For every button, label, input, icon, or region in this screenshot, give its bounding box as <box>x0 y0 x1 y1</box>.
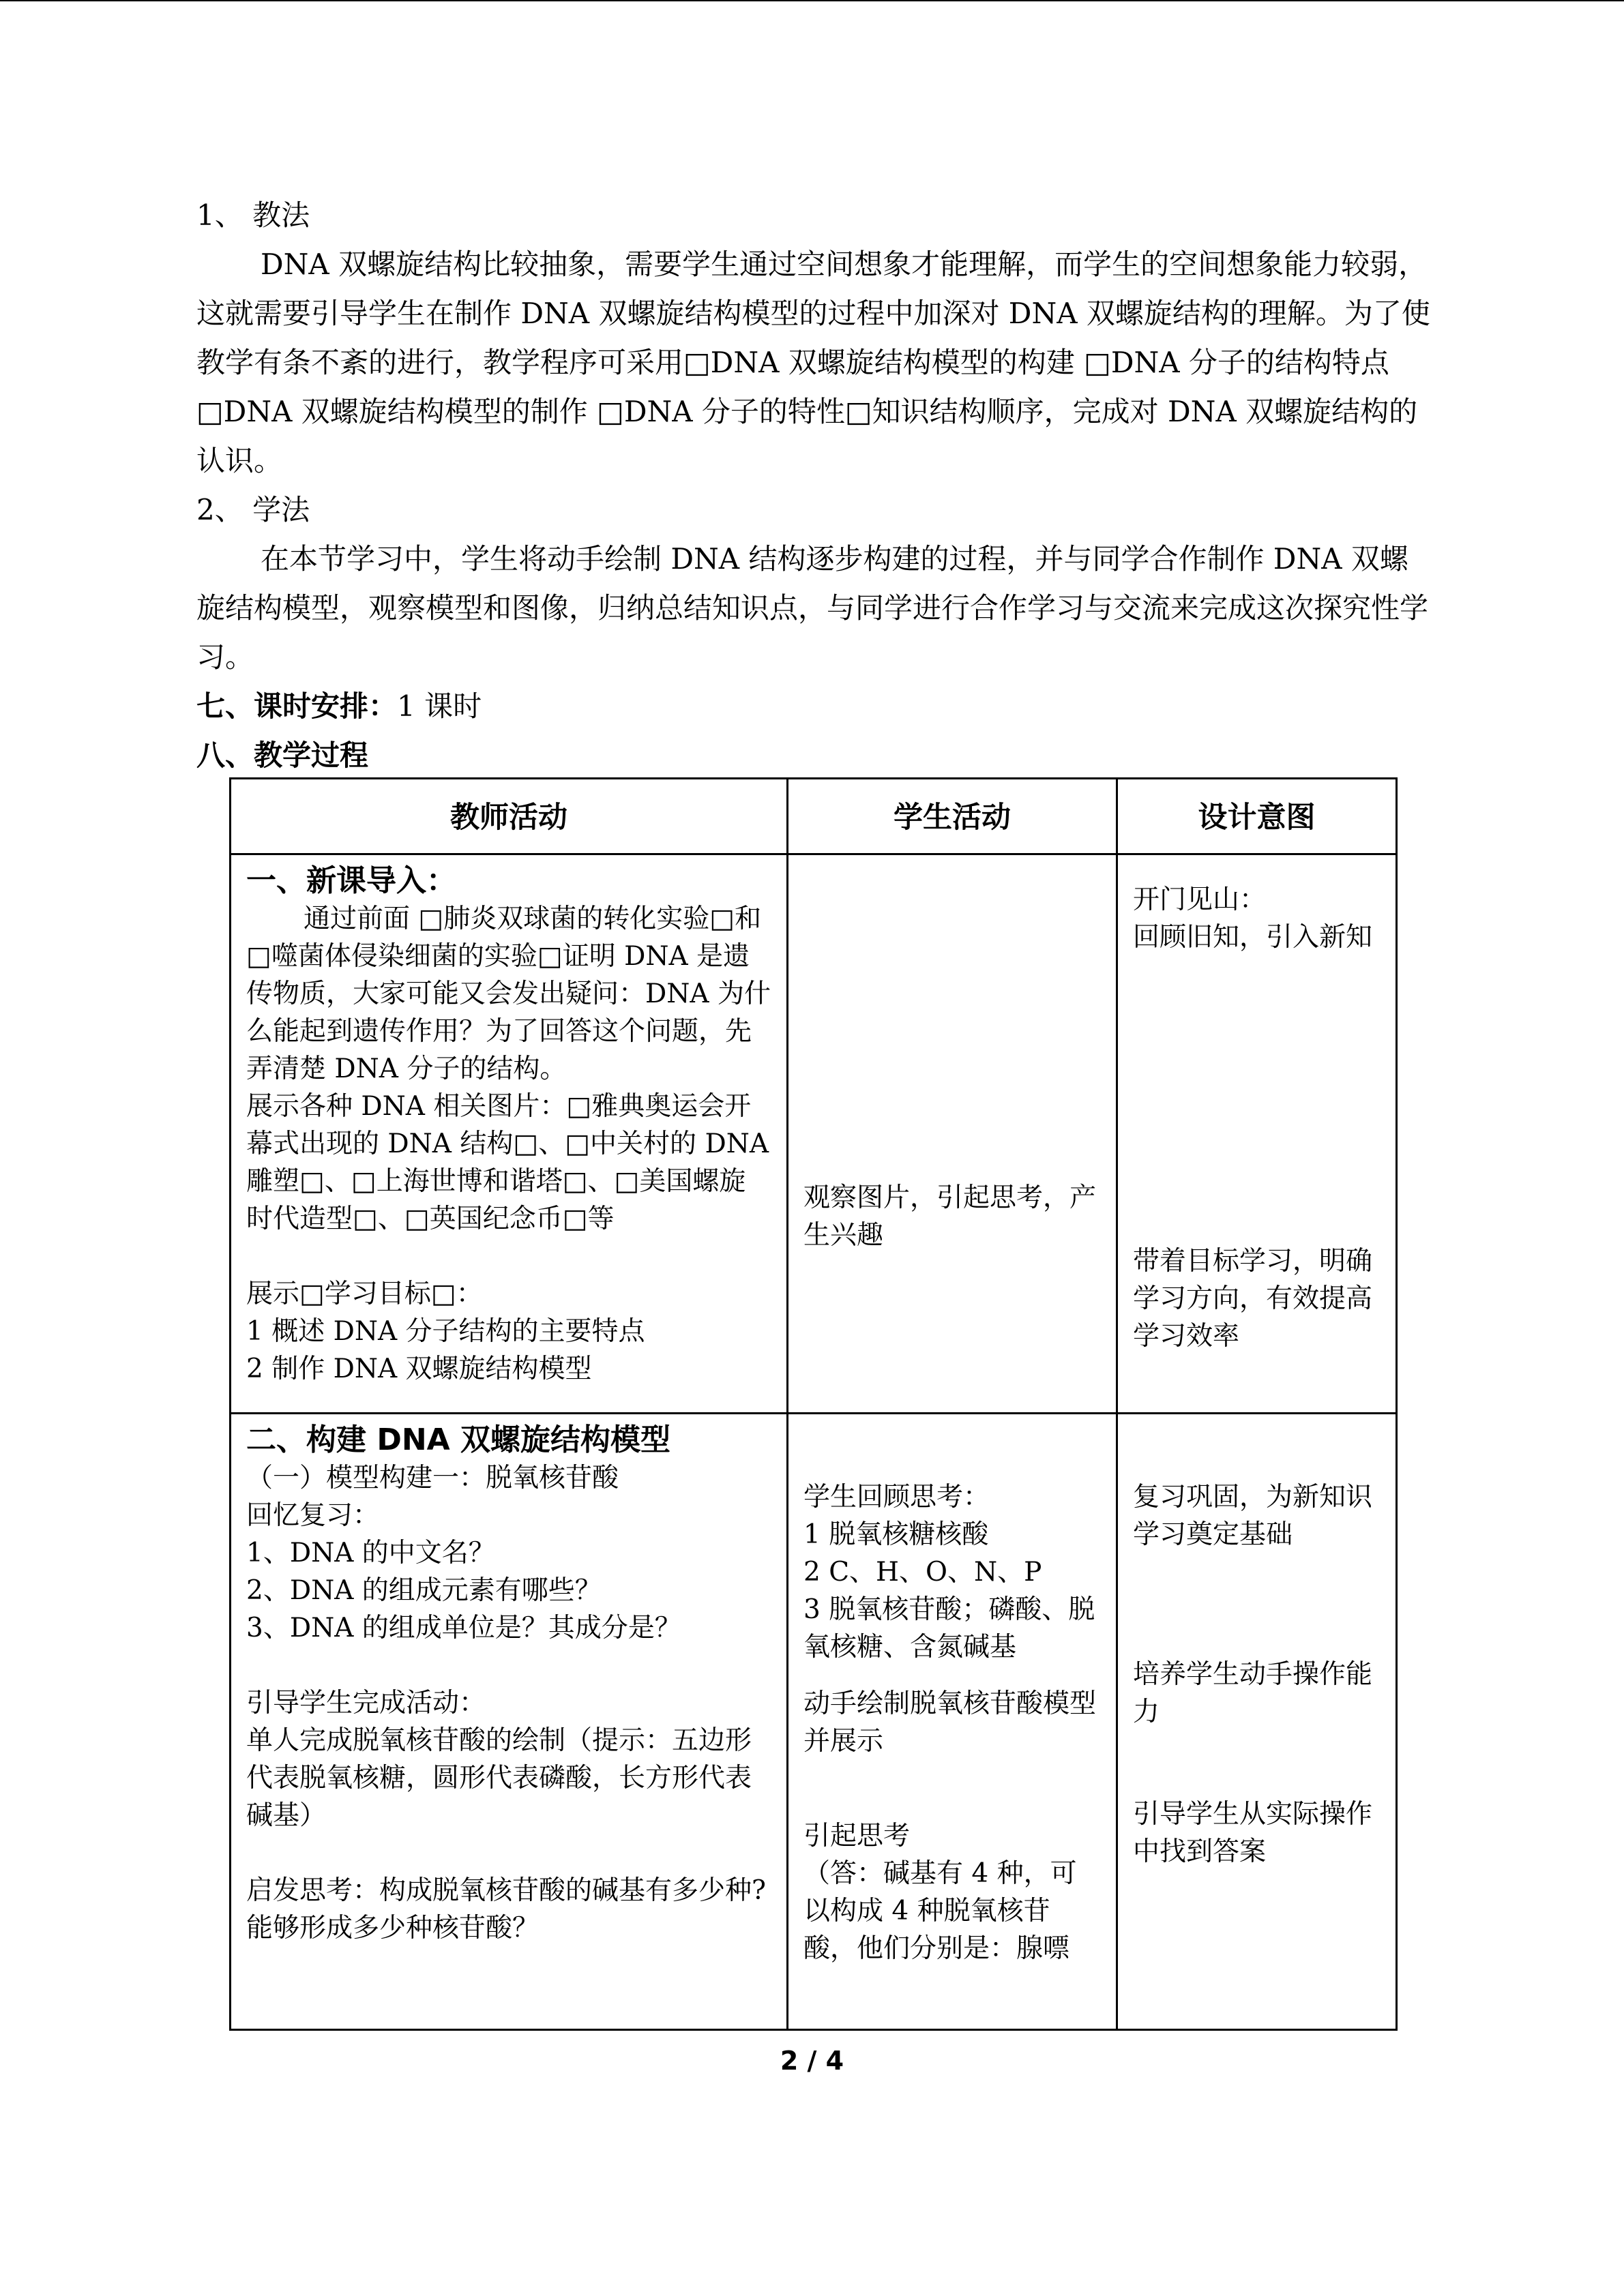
spacer <box>1133 1731 1381 1795</box>
student-answer-1: 1 脱氧核糖核酸 <box>803 1519 989 1550</box>
student-answer-2: 2 C、H、O、N、P <box>803 1557 1042 1587</box>
goal-item-2: 2 制作 DNA 双螺旋结构模型 <box>246 1354 592 1384</box>
subsection-title: （一）模型构建一：脱氧核苷酸 <box>246 1463 619 1493</box>
review-question-3: 3、DNA 的组成单位是？其成分是？ <box>246 1613 681 1643</box>
intent-intro-2: 回顾旧知，引入新知 <box>1133 922 1373 953</box>
heading-learning-method: 2、 学法 <box>196 493 310 526</box>
student-draw-text: 动手绘制脱氧核苷酸模型并展示 <box>803 1688 1097 1757</box>
spacer <box>1133 956 1381 1242</box>
think-text: 启发思考：构成脱氧核苷酸的碱基有多少种?能够形成多少种核苷酸？ <box>246 1875 766 1943</box>
heading-class-hours <box>196 682 1431 731</box>
header-teacher-activity: 教师活动 <box>231 779 788 854</box>
section-title-intro: 一、新课导入： <box>246 863 456 898</box>
review-question-1: 1、DNA 的中文名？ <box>246 1538 495 1568</box>
student-review-heading: 学生回顾思考： <box>803 1482 990 1512</box>
table-row-model <box>231 1414 1397 2030</box>
cell-student-intro <box>788 854 1117 1414</box>
cell-intent-model <box>1117 1414 1397 2030</box>
heading-teaching-process: 八、教学过程 <box>196 739 369 772</box>
show-images-text: 展示各种 DNA 相关图片：□雅典奥运会开幕式出现的 DNA 结构□、□中关村的 DNA 雕塑□、□上海世博和谐塔□、□美国螺旋时代造型□、□英国纪念币□等 <box>246 1091 769 1234</box>
student-answer-text: （答：碱基有 4 种，可以构成 4 种脱氧核苷酸，他们分别是：腺嘌 <box>803 1858 1077 1964</box>
student-answer-3: 3 脱氧核苷酸；磷酸、脱氧核糖、含氮碱基 <box>803 1594 1095 1663</box>
spacer <box>246 1238 771 1275</box>
spacer <box>246 1647 771 1684</box>
spacer <box>803 1421 1101 1478</box>
table-row-intro <box>231 854 1397 1414</box>
spacer <box>1133 1421 1381 1478</box>
spacer <box>803 1666 1101 1685</box>
teaching-process-table <box>229 777 1398 2031</box>
goal-item-1: 1 概述 DNA 分子结构的主要特点 <box>246 1316 645 1347</box>
cell-teacher-model <box>231 1414 788 2030</box>
goals-heading: 展示□学习目标□： <box>246 1279 483 1309</box>
spacer <box>246 1834 771 1872</box>
intro-text: 通过前面 □肺炎双球菌的转化实验□和□噬菌体侵染细菌的实验□证明 DNA 是遗传物质，大家可能又会发出疑问：DNA 为什么能起到遗传作用？为了回答这个问题，先弄清楚 DNA 分子的结构。 <box>246 904 771 1084</box>
spacer <box>803 1760 1101 1817</box>
spacer <box>1133 1553 1381 1656</box>
paragraph-learning-method: 在本节学习中，学生将动手绘制 DNA 结构逐步构建的过程，并与同学合作制作 DNA 双螺旋结构模型，观察模型和图像，归纳总结知识点，与同学进行合作学习与交流来完成这次探究性学习。 <box>196 542 1429 674</box>
intent-intro-1: 开门见山： <box>1133 884 1267 915</box>
section-title-model: 二、构建 DNA 双螺旋结构模型 <box>246 1422 671 1457</box>
activity-heading: 引导学生完成活动： <box>246 1688 486 1718</box>
header-design-intent: 设计意图 <box>1117 779 1397 854</box>
top-border-line <box>0 0 1624 1</box>
paragraph-teaching-method: DNA 双螺旋结构比较抽象，需要学生通过空间想象才能理解，而学生的空间想象能力较弱，这就需要引导学生在制作 DNA 双螺旋结构模型的过程中加深对 DNA 双螺旋结构的理解。为了使教学有条不紊的进行，教学程序可采用□DNA 双螺旋结构模型的构建 □DNA 分子的结构特点 □DNA 双螺旋结构模型的制作 □DNA 分子的特性□知识结构顺序，完成对 DNA 双螺旋结构的认识。 <box>196 248 1430 477</box>
page-number: 2 / 4 <box>780 2046 844 2076</box>
student-think-text: 引起思考 <box>803 1821 911 1851</box>
student-observe-text: 观察图片，引起思考，产生兴趣 <box>803 1182 1097 1251</box>
cell-teacher-intro <box>231 854 788 1414</box>
spacer <box>803 862 1101 1179</box>
intent-goals: 带着目标学习，明确学习方向，有效提高学习效率 <box>1133 1246 1373 1352</box>
intent-model-c: 引导学生从实际操作中找到答案 <box>1133 1799 1373 1867</box>
header-student-activity: 学生活动 <box>788 779 1117 854</box>
cell-student-model <box>788 1414 1117 2030</box>
intent-model-a: 复习巩固，为新知识学习奠定基础 <box>1133 1482 1373 1550</box>
review-heading: 回忆复习： <box>246 1500 380 1531</box>
activity-text: 单人完成脱氧核苷酸的绘制（提示：五边形代表脱氧核糖，圆形代表磷酸，长方形代表碱基） <box>246 1725 752 1831</box>
class-hours-value: 1 课时 <box>397 689 482 723</box>
class-hours-label: 七、课时安排： <box>196 689 398 723</box>
spacer <box>1133 862 1381 881</box>
cell-intent-intro <box>1117 854 1397 1414</box>
review-question-2: 2、DNA 的组成元素有哪些？ <box>246 1575 602 1606</box>
intent-model-b: 培养学生动手操作能力 <box>1133 1659 1373 1727</box>
table-header-row <box>231 779 1397 854</box>
document-body <box>196 191 1431 780</box>
heading-teaching-method: 1、 教法 <box>196 198 310 232</box>
